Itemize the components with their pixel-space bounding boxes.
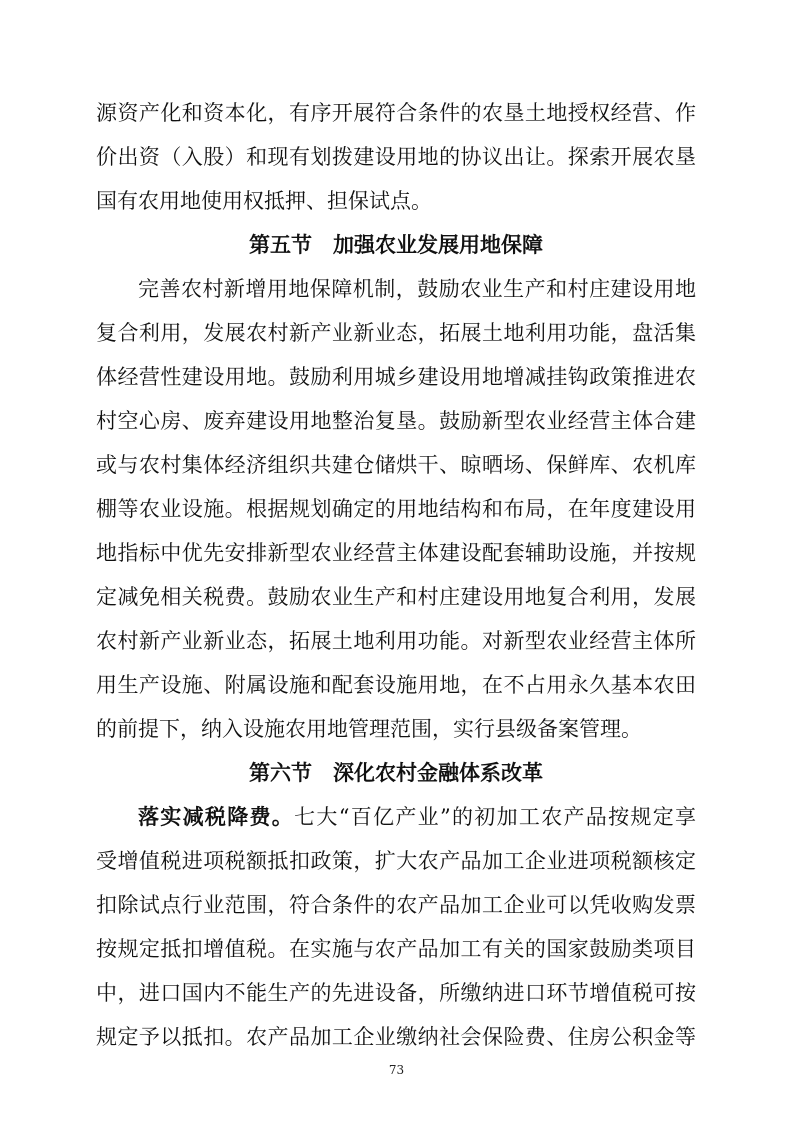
paragraph-line: 用生产设施、附属设施和配套设施用地，在不占用永久基本农田 bbox=[96, 673, 696, 697]
lead-rest-text: 七大“百亿产业”的初加工农产品按规定享 bbox=[294, 805, 696, 829]
page-number: 73 bbox=[388, 1063, 405, 1077]
paragraph-line: 扣除试点行业范围，符合条件的农产品加工企业可以凭收购发票 bbox=[96, 893, 696, 917]
paragraph-line: 或与农村集体经济组织共建仓储烘干、晾晒场、保鲜库、农机库 bbox=[96, 453, 696, 477]
paragraph-line: 价出资（入股）和现有划拨建设用地的协议出让。探索开展农垦 bbox=[96, 145, 696, 169]
paragraph-line: 农村新产业新业态，拓展土地利用功能。对新型农业经营主体所 bbox=[96, 629, 696, 653]
paragraph-line: 的前提下，纳入设施农用地管理范围，实行县级备案管理。 bbox=[96, 717, 642, 741]
paragraph-line: 村空心房、废弃建设用地整治复垦。鼓励新型农业经营主体合建 bbox=[96, 409, 696, 433]
bold-lead-phrase: 落实减税降费。 bbox=[138, 805, 295, 829]
paragraph-line: 定减免相关税费。鼓励农业生产和村庄建设用地复合利用，发展 bbox=[96, 585, 696, 609]
paragraph-line: 国有农用地使用权抵押、担保试点。 bbox=[96, 189, 432, 213]
paragraph-line: 按规定抵扣增值税。在实施与农产品加工有关的国家鼓励类项目 bbox=[96, 937, 696, 961]
paragraph-line: 棚等农业设施。根据规划确定的用地结构和布局，在年度建设用 bbox=[96, 497, 696, 521]
paragraph-line: 源资产化和资本化，有序开展符合条件的农垦土地授权经营、作 bbox=[96, 101, 696, 125]
paragraph-line: 受增值税进项税额抵扣政策，扩大农产品加工企业进项税额核定 bbox=[96, 849, 696, 873]
paragraph-lead-line bbox=[138, 802, 696, 832]
section-heading: 第六节 深化农村金融体系改革 bbox=[249, 761, 543, 785]
paragraph-line: 完善农村新增用地保障机制，鼓励农业生产和村庄建设用地 bbox=[138, 277, 696, 301]
paragraph-line: 复合利用，发展农村新产业新业态，拓展土地利用功能，盘活集 bbox=[96, 321, 696, 345]
paragraph-line: 地指标中优先安排新型农业经营主体建设配套辅助设施，并按规 bbox=[96, 541, 696, 565]
paragraph-line: 体经营性建设用地。鼓励利用城乡建设用地增减挂钩政策推进农 bbox=[96, 365, 696, 389]
section-heading: 第五节 加强农业发展用地保障 bbox=[249, 233, 543, 257]
paragraph-line: 规定予以抵扣。农产品加工企业缴纳社会保险费、住房公积金等 bbox=[96, 1025, 696, 1049]
paragraph-line: 中，进口国内不能生产的先进设备，所缴纳进口环节增值税可按 bbox=[96, 981, 696, 1005]
